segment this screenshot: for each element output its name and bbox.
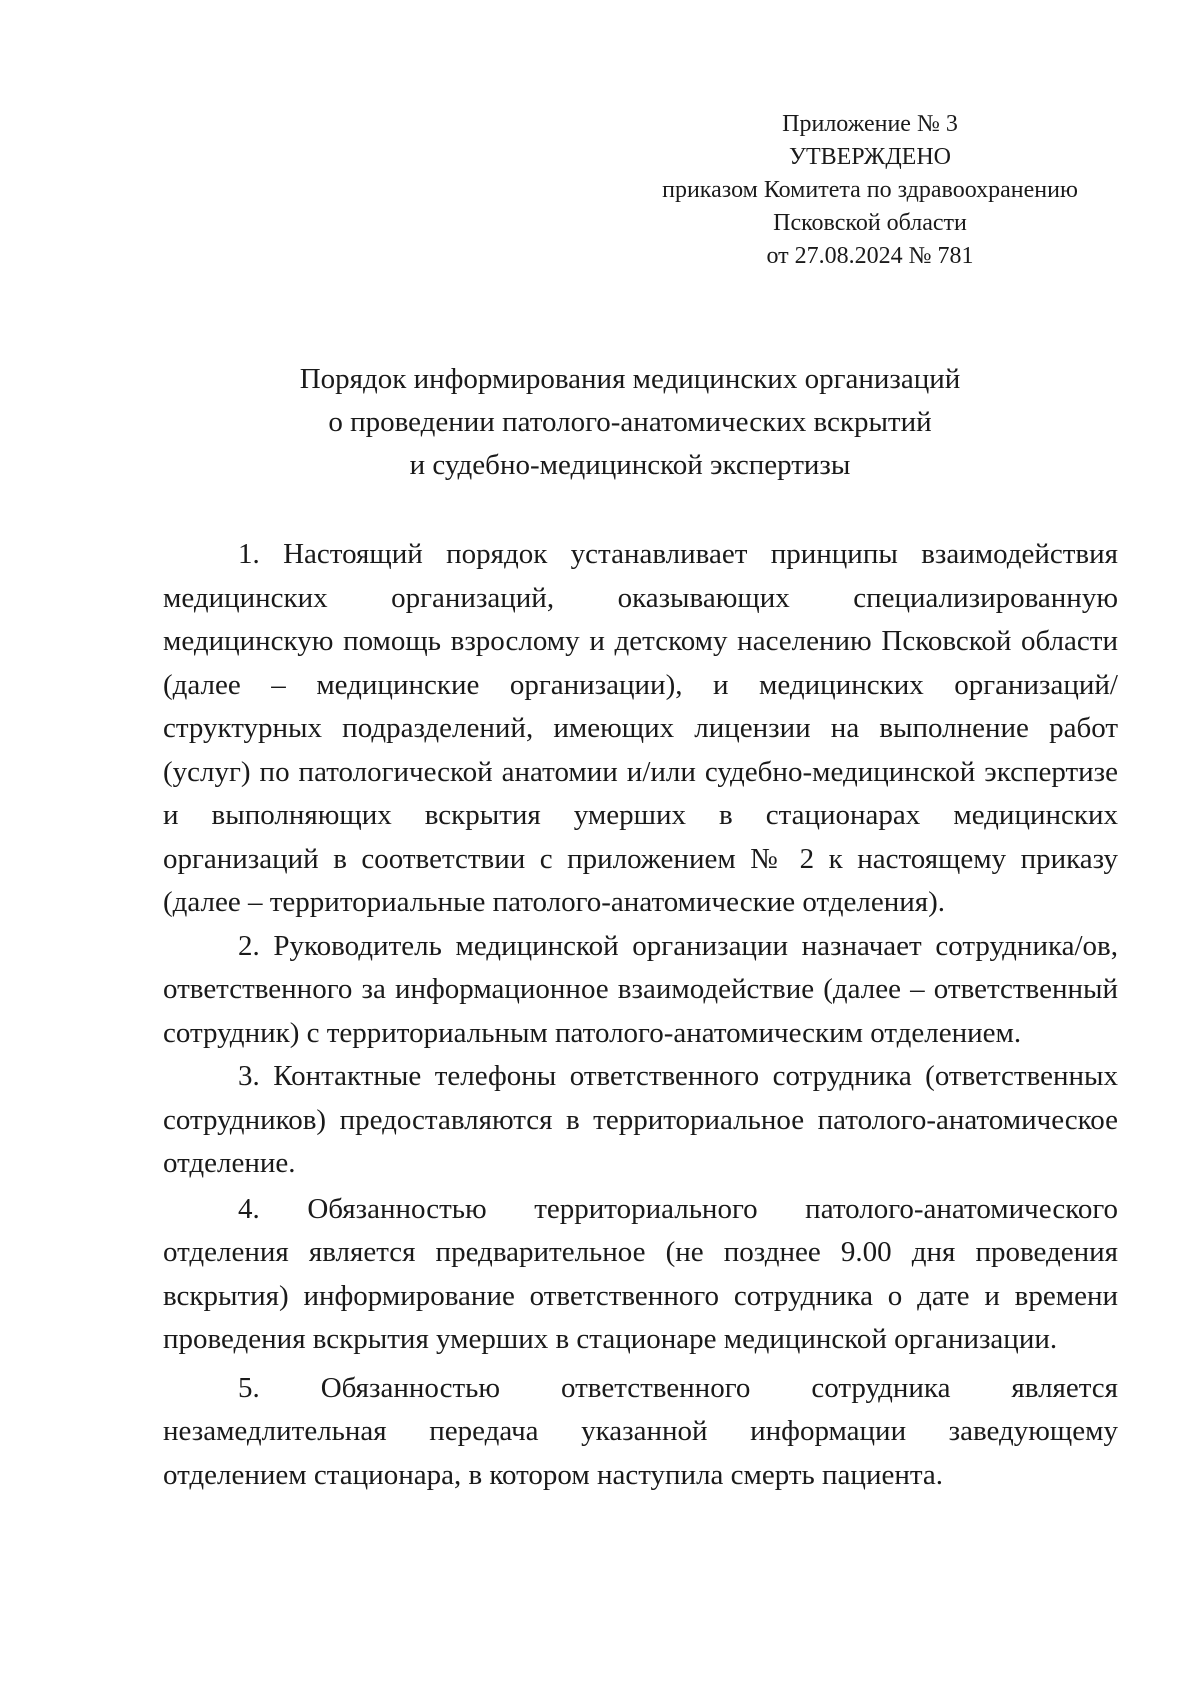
- title-line-1: Порядок информирования медицинских организаций: [299, 363, 961, 395]
- document-title: [160, 358, 1100, 487]
- appendix-number: Приложение № 3: [782, 111, 958, 137]
- order-issuer: приказом Комитета по здравоохранению: [662, 177, 1078, 203]
- approved-stamp-text: УТВЕРЖДЕНО: [788, 144, 952, 170]
- paragraph-4: 4. Обязанностью территориального патолого-анатомического отделения является предварительное (не позднее 9.00 дня проведения вскрытия) информирование ответственного сотрудника о дате и времени проведения вскрытия умерших в стационаре медицинской организации.: [163, 1192, 1118, 1355]
- order-date-number: от 27.08.2024 № 781: [766, 243, 974, 269]
- document-body: [163, 533, 1118, 1497]
- approval-block: [660, 108, 1080, 273]
- order-region: Псковской области: [773, 210, 967, 236]
- title-line-3: и судебно-медицинской экспертизы: [409, 449, 851, 481]
- paragraph-2: 2. Руководитель медицинской организации назначает сотрудника/ов, ответственного за информационное взаимодействие (далее – ответственный сотрудник) с территориальным патолого-анатомическим отделением.: [163, 929, 1118, 1049]
- title-line-2: о проведении патолого-анатомических вскрытий: [328, 406, 932, 438]
- paragraph-1: 1. Настоящий порядок устанавливает принципы взаимодействия медицинских организаций, оказывающих специализированную медицинскую помощь взрослому и детскому населению Псковской области (далее – медицинские организации), и медицинских организаций/структурных подразделений, имеющих лицензии на выполнение работ (услуг) по патологической анатомии и/или судебно-медицинской экспертизе и выполняющих вскрытия умерших в стационарах медицинских организаций в соответствии с приложением № 2 к настоящему приказу (далее – территориальные патолого-анатомические отделения).: [163, 538, 1118, 918]
- paragraph-3: 3. Контактные телефоны ответственного сотрудника (ответственных сотрудников) предоставляются в территориальное патолого-анатомическое отделение.: [163, 1060, 1118, 1179]
- paragraph-5: 5. Обязанностью ответственного сотрудника является незамедлительная передача указанной информации заведующему отделением стационара, в котором наступила смерть пациента.: [163, 1371, 1118, 1491]
